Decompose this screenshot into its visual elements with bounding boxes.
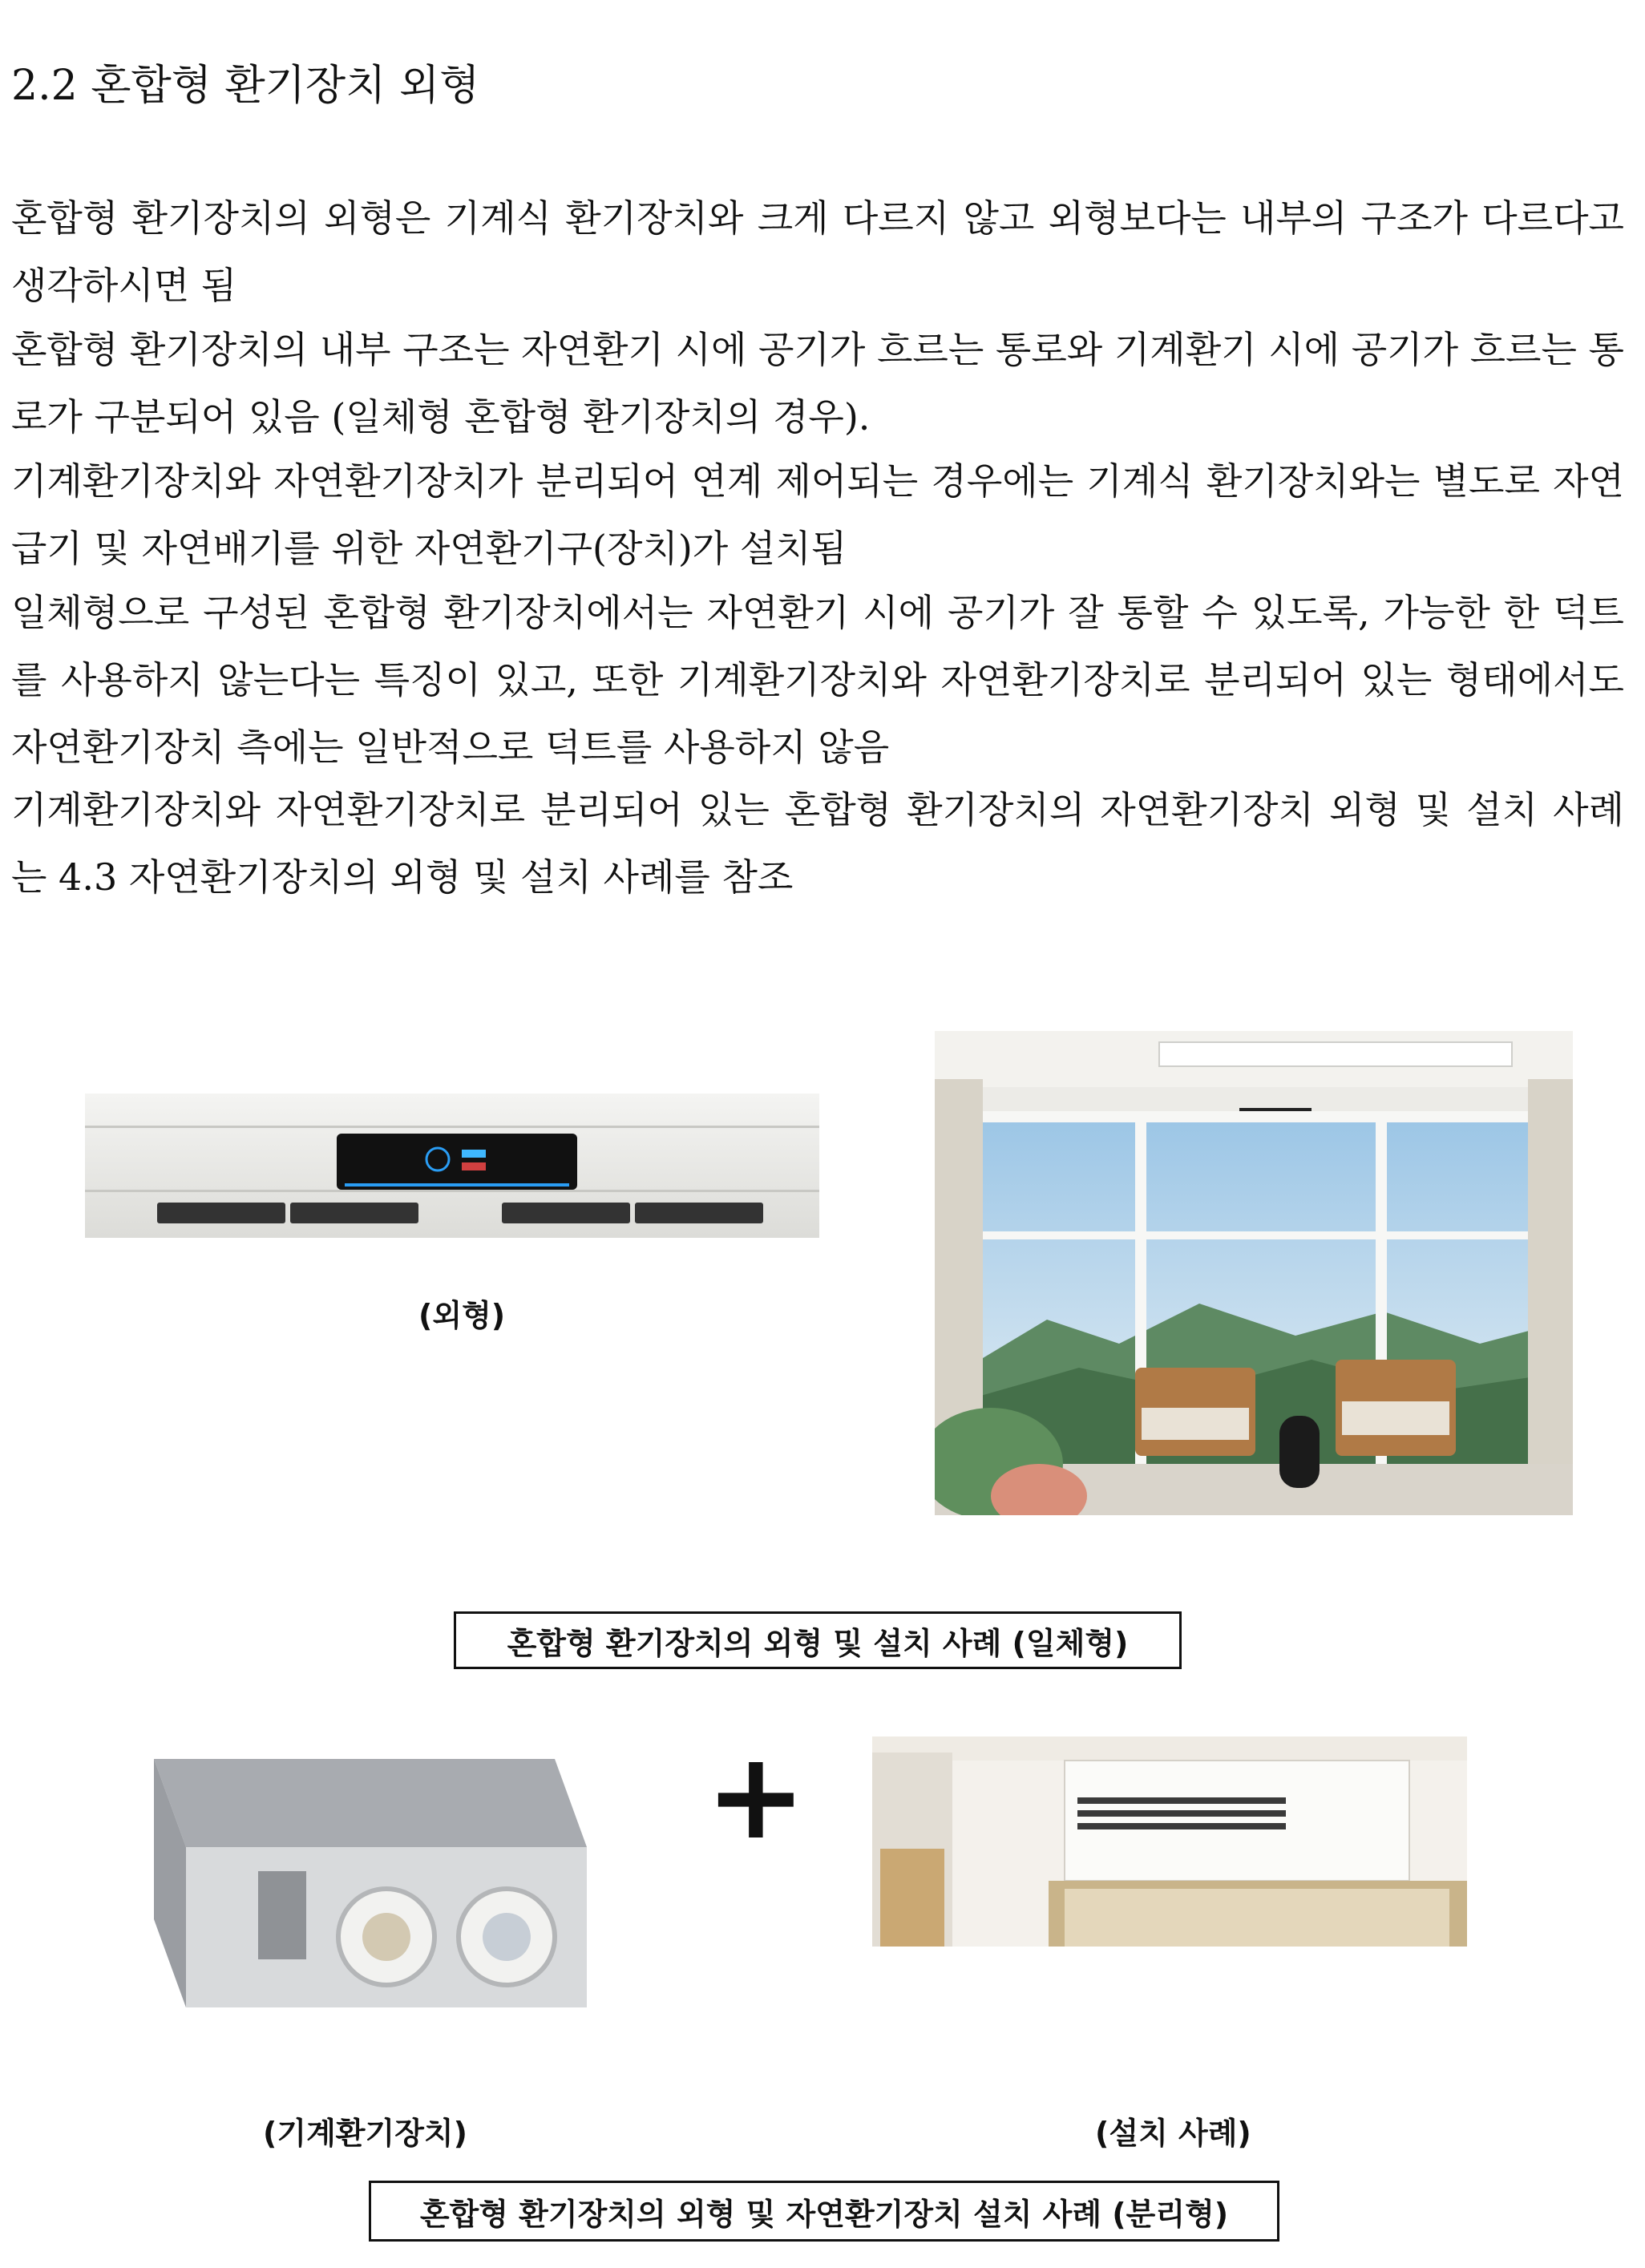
mechanical-unit-caption: (기계환기장치) [263, 2116, 467, 2151]
paragraph-5: 기계환기장치와 자연환기장치로 분리되어 있는 혼합형 환기장치의 자연환기장치 외형 및 설치 사례는 4.3 자연환기장치의 외형 및 설치 사례를 참조 [11, 788, 1624, 899]
install-example-caption: (설치 사례) [1095, 2116, 1251, 2151]
plus-sign: + [705, 1727, 806, 1866]
mechanical-unit-photo [146, 1751, 595, 2015]
figure2-caption-box: 혼합형 환기장치의 외형 및 자연환기장치 설치 사례 (분리형) [369, 2181, 1279, 2242]
installation-room-photo [935, 1031, 1573, 1515]
figure1-caption-box: 혼합형 환기장치의 외형 및 설치 사례 (일체형) [454, 1611, 1182, 1669]
paragraph-1: 혼합형 환기장치의 외형은 기계식 환기장치와 크게 다르지 않고 외형보다는 내부의 구조가 다르다고 생각하시면 됨 [11, 196, 1624, 307]
paragraph-3: 기계환기장치와 자연환기장치가 분리되어 연계 제어되는 경우에는 기계식 환기장치와는 별도로 자연급기 및 자연배기를 위한 자연환기구(장치)가 설치됨 [11, 459, 1624, 570]
unit-exterior-caption: (외형) [418, 1298, 506, 1333]
section-heading: 2.2 혼합형 환기장치 외형 [11, 62, 480, 110]
paragraph-4: 일체형으로 구성된 혼합형 환기장치에서는 자연환기 시에 공기가 잘 통할 수 있도록, 가능한 한 덕트를 사용하지 않는다는 특징이 있고, 또한 기계환기장치와 자연환기장치로 분리되어 있는 형태에서도 자연환기장치 측에는 일반적으로 덕트를 사용하지 않음 [11, 591, 1624, 769]
paragraph-2: 혼합형 환기장치의 내부 구조는 자연환기 시에 공기가 흐르는 통로와 기계환기 시에 공기가 흐르는 통로가 구분되어 있음 (일체형 혼합형 환기장치의 경우). [11, 328, 1624, 439]
natural-vent-install-photo [872, 1736, 1467, 1947]
unit-exterior-photo [85, 1094, 819, 1238]
